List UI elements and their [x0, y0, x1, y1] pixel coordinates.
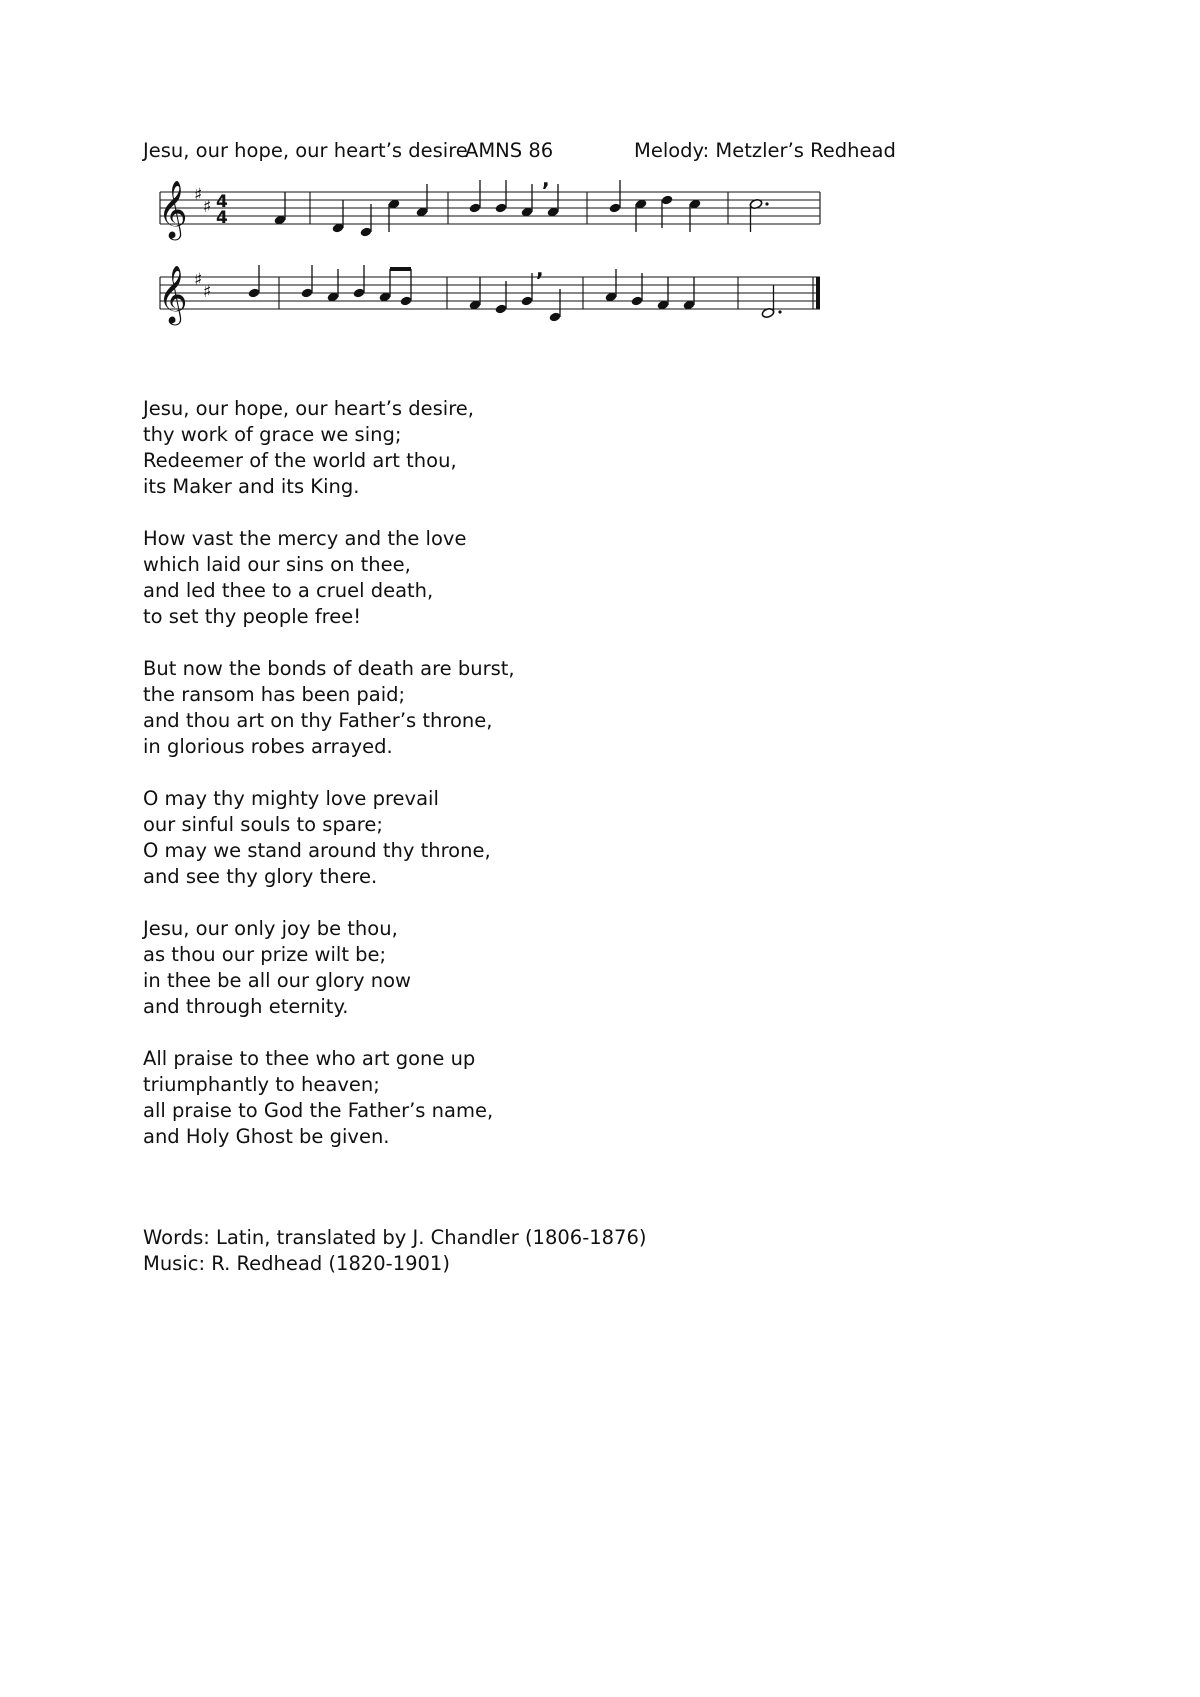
lyric-line: Jesu, our only joy be thou, [143, 917, 398, 940]
lyric-line: All praise to thee who art gone up [143, 1047, 476, 1070]
lyric-line: and thou art on thy Father’s throne, [143, 709, 493, 732]
lyric-line: thy work of grace we sing; [143, 423, 402, 446]
lyric-line: and through eternity. [143, 995, 349, 1018]
lyric-line: in glorious robes arrayed. [143, 735, 393, 758]
lyric-line: triumphantly to heaven; [143, 1073, 380, 1096]
sharp-icon: ♯ [203, 282, 212, 302]
lyric-line: as thou our prize wilt be; [143, 943, 387, 966]
hymn-header [143, 139, 903, 169]
lyric-line: which laid our sins on thee, [143, 553, 411, 576]
time-signature-bottom: 4 [216, 208, 228, 228]
stanza-3 [143, 656, 515, 760]
stanza-2 [143, 526, 515, 630]
lyric-line: and see thy glory there. [143, 865, 378, 888]
stanza-6 [143, 1046, 515, 1150]
lyric-line: O may thy mighty love prevail [143, 787, 439, 810]
music-score [150, 170, 830, 345]
melody-credit: Melody: Metzler’s Redhead [634, 139, 896, 162]
stanza-1 [143, 396, 515, 500]
hymn-lyrics [143, 396, 515, 1176]
lyric-line: How vast the mercy and the love [143, 527, 467, 550]
lyric-line: its Maker and its King. [143, 475, 360, 498]
time-signature-top: 4 [216, 192, 228, 212]
lyric-line: to set thy people free! [143, 605, 362, 628]
lyric-line: our sinful souls to spare; [143, 813, 383, 836]
staff-1 [158, 170, 820, 241]
lyric-line: the ransom has been paid; [143, 683, 406, 706]
notes-staff-2 [248, 257, 782, 323]
stanza-5 [143, 916, 515, 1020]
lyric-line: But now the bonds of death are burst, [143, 657, 515, 680]
music-credit: Music: R. Redhead (1820-1901) [143, 1252, 450, 1275]
sharp-icon: ♯ [194, 270, 203, 290]
stanza-4 [143, 786, 515, 890]
treble-clef-icon: 𝄞 [158, 180, 188, 238]
lyric-line: Jesu, our hope, our heart’s desire, [143, 397, 474, 420]
lyric-line: all praise to God the Father’s name, [143, 1099, 494, 1122]
sharp-icon: ♯ [194, 185, 203, 205]
breath-mark: , [542, 170, 550, 191]
words-credit: Words: Latin, translated by J. Chandler (1806-1876) [143, 1226, 647, 1249]
lyric-line: and led thee to a cruel death, [143, 579, 434, 602]
staff-2 [158, 257, 820, 326]
treble-clef-icon: 𝄞 [158, 265, 188, 323]
hymn-number: AMNS 86 [465, 139, 554, 162]
sharp-icon: ♯ [203, 197, 212, 217]
notes-staff-1 [274, 170, 769, 238]
hymn-credits [143, 1225, 646, 1277]
lyric-line: and Holy Ghost be given. [143, 1125, 390, 1148]
hymn-title: Jesu, our hope, our heart’s desire [143, 139, 468, 162]
breath-mark: , [536, 257, 544, 281]
lyric-line: O may we stand around thy throne, [143, 839, 491, 862]
lyric-line: Redeemer of the world art thou, [143, 449, 457, 472]
lyric-line: in thee be all our glory now [143, 969, 411, 992]
